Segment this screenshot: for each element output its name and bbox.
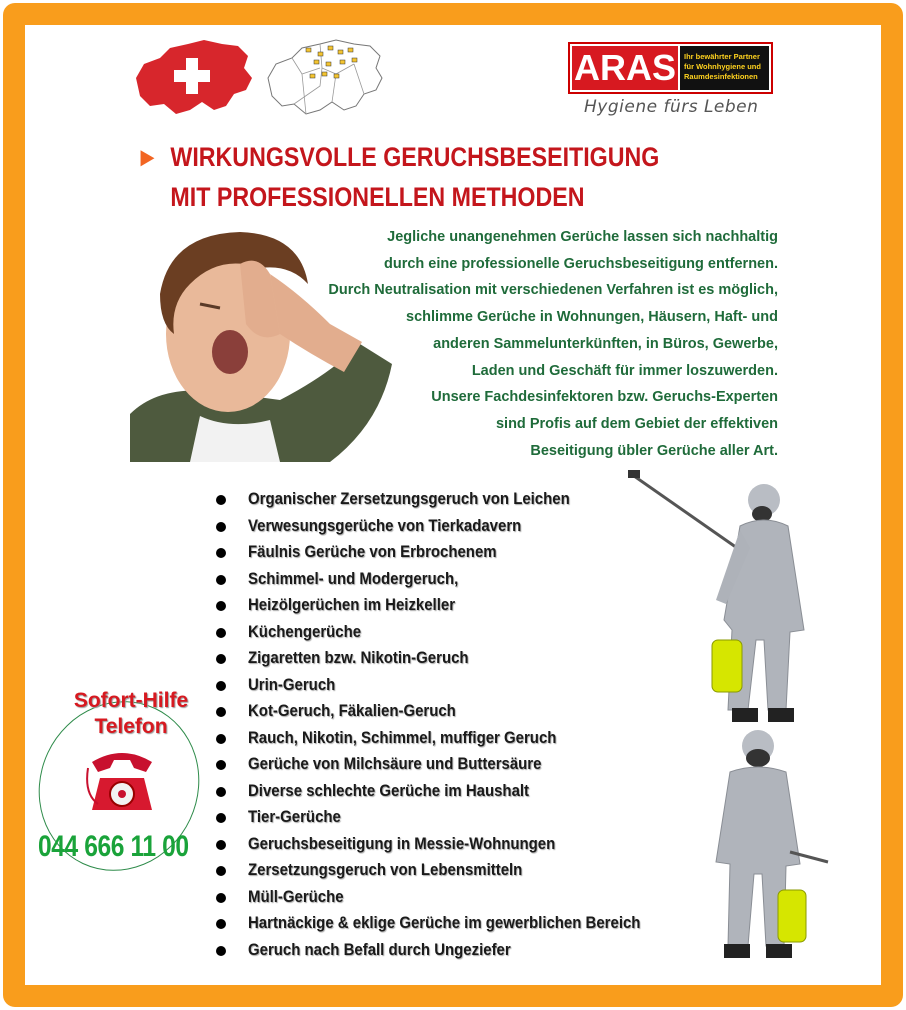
logo-tagline: Hygiene fürs Leben xyxy=(584,97,759,117)
list-item: Gerüche von Milchsäure und Buttersäure xyxy=(212,751,712,778)
sprayer-worker-photo xyxy=(628,470,814,726)
logo-claim: Ihr bewährter Partner für Wohnhygiene und Raumdesinfektionen xyxy=(680,46,769,90)
list-item: Rauch, Nikotin, Schimmel, muffiger Geruch xyxy=(212,725,712,752)
list-item: Heizölgerüchen im Heizkeller xyxy=(212,592,712,619)
hotline-number[interactable]: 044 666 11 00 xyxy=(38,830,189,863)
canton-map xyxy=(262,34,386,118)
list-item: Zersetzungsgeruch von Lebensmitteln xyxy=(212,857,712,884)
intro-paragraph: Jegliche unangenehmen Gerüche lassen sich nachhaltig durch eine professionelle Geruchsbeseitigung entfernen. Durch Neutralisation mit verschiedenen Verfahren ist es möglich, schlimme Gerüche in Wohnungen, Häusern, Haft- und anderen Sammelunterkünften, in Büros, Gewerbe, Laden und Geschäft für immer loszuwerden. Unsere Fachdesinfektoren bzw. Geruchs-Experten sind Profis auf dem Gebiet der effektiven Beseitigung übler Gerüche aller Art. xyxy=(328,229,778,459)
list-item: Urin-Geruch xyxy=(212,672,712,699)
aras-logo xyxy=(568,42,773,94)
list-item: Zigaretten bzw. Nikotin-Geruch xyxy=(212,645,712,672)
page-title: ► WIRKUNGSVOLLE GERUCHSBESEITIGUNG MIT PROFESSIONELLEN METHODEN xyxy=(136,137,695,217)
list-item: Schimmel- und Modergeruch, xyxy=(212,566,712,593)
list-item: Müll-Gerüche xyxy=(212,884,712,911)
list-item: Küchengerüche xyxy=(212,619,712,646)
list-item: Hartnäckige & eklige Gerüche im gewerblichen Bereich xyxy=(212,910,712,937)
logo-brand: ARAS xyxy=(573,47,676,88)
list-item: Geruchsbeseitigung in Messie-Wohnungen xyxy=(212,831,712,858)
list-item: Organischer Zersetzungsgeruch von Leichen xyxy=(212,486,712,513)
list-item: Tier-Gerüche xyxy=(212,804,712,831)
list-item: Verwesungsgerüche von Tierkadavern xyxy=(212,513,712,540)
sprayer-worker-photo-2 xyxy=(700,724,832,964)
telephone-icon xyxy=(84,744,160,816)
swiss-flag-map xyxy=(130,34,256,118)
list-item: Diverse schlechte Gerüche im Haushalt xyxy=(212,778,712,805)
list-item: Fäulnis Gerüche von Erbrochenem xyxy=(212,539,712,566)
list-item: Geruch nach Befall durch Ungeziefer xyxy=(212,937,712,964)
hotline-title: Sofort-Hilfe Telefon xyxy=(73,689,189,738)
list-item: Kot-Geruch, Fäkalien-Geruch xyxy=(212,698,712,725)
arrow-right-icon: ► xyxy=(136,142,159,172)
